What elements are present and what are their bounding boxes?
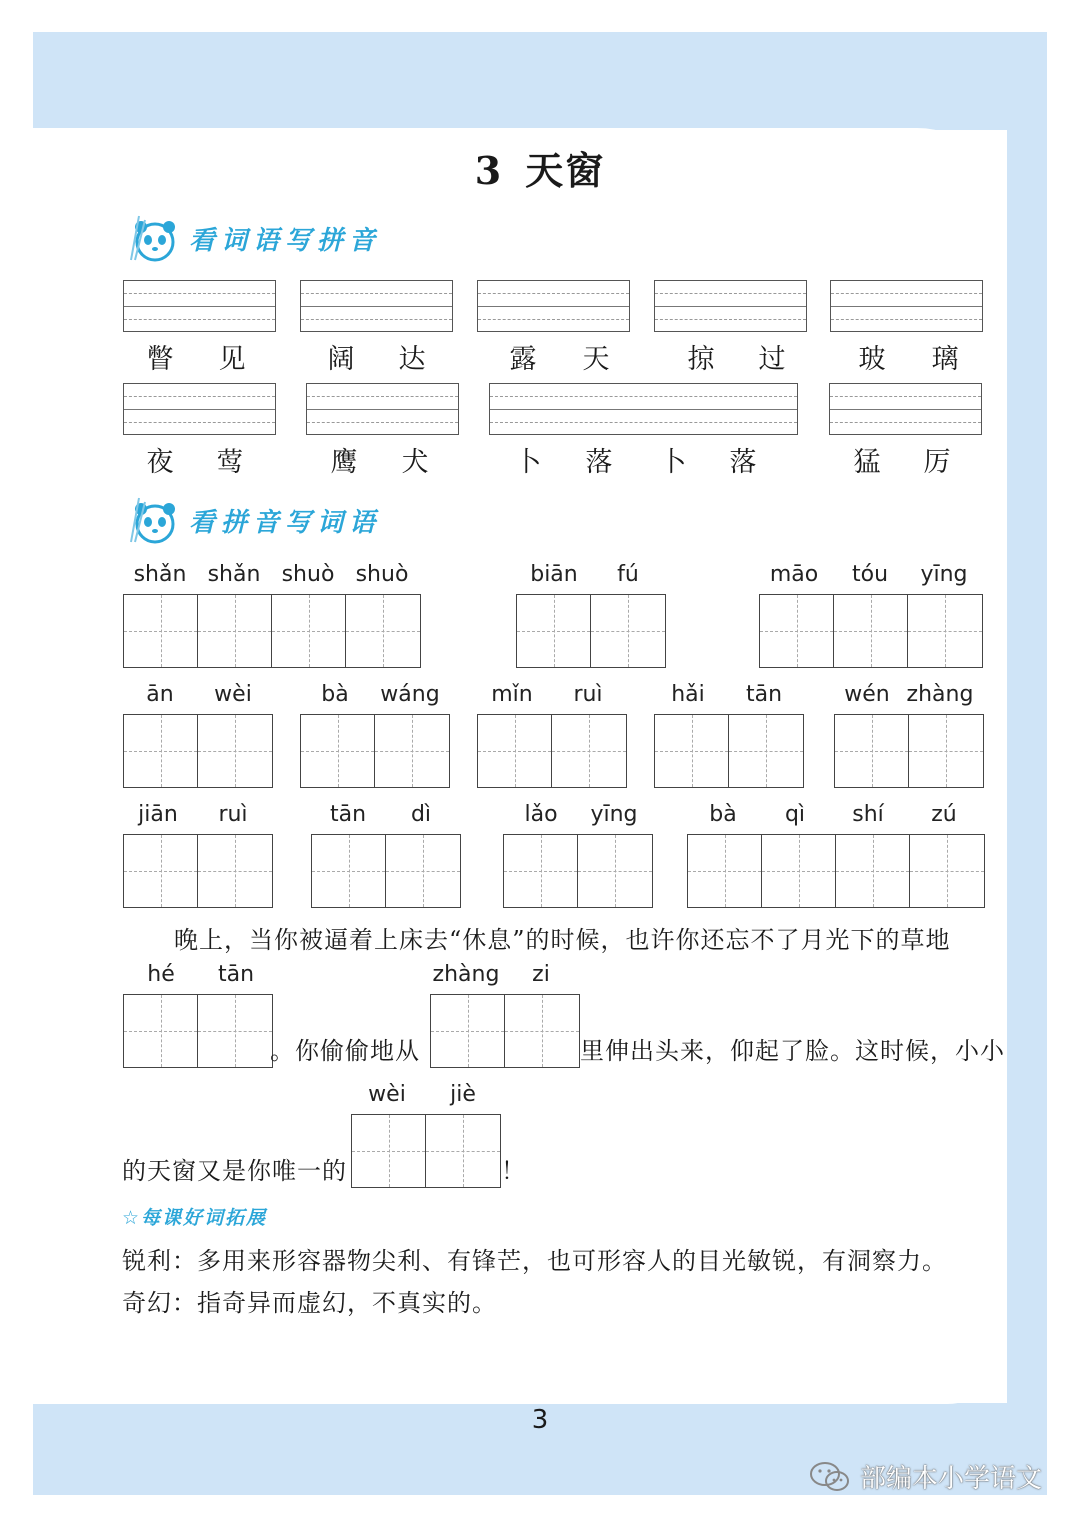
tianzige-grid[interactable]	[477, 714, 627, 788]
tips-heading	[122, 1203, 267, 1230]
pinyin-label: bà	[709, 802, 737, 827]
pinyin-label: ān	[146, 682, 174, 707]
pinyin-label: māo	[769, 562, 819, 587]
tianzige-grid[interactable]	[123, 834, 273, 908]
pinyin-label: qì	[784, 802, 806, 827]
watermark	[808, 1458, 1042, 1495]
panda-icon	[125, 212, 185, 264]
tianzige-grid[interactable]	[654, 714, 804, 788]
pinyin-write-line[interactable]	[477, 280, 630, 332]
vocab-char: 卜	[514, 447, 542, 478]
pinyin-label: tān	[217, 962, 255, 987]
tianzige-grid[interactable]	[123, 594, 421, 668]
tianzige-grid[interactable]	[687, 834, 985, 908]
section-header-1	[125, 212, 381, 264]
pinyin-label: bà	[321, 682, 349, 707]
tianzige-grid[interactable]	[311, 834, 461, 908]
tianzige-grid[interactable]	[123, 714, 273, 788]
pinyin-label: wèi	[214, 682, 252, 707]
watermark-text: 部编本小学语文	[860, 1464, 1043, 1494]
pinyin-label: wén	[844, 682, 890, 707]
page-number: 3	[531, 1405, 549, 1435]
pinyin-label: shuò	[281, 562, 335, 587]
tianzige-grid[interactable]	[834, 714, 984, 788]
passage-line-1: 晚上，当你被逼着上床去“休息”的时候，也许你还忘不了月光下的草地	[174, 926, 951, 954]
pinyin-label: wèi	[368, 1082, 406, 1107]
top-band	[33, 32, 1047, 130]
pinyin-label: yīng	[920, 562, 968, 587]
vocab-char: 过	[758, 344, 786, 375]
tianzige-grid[interactable]	[516, 594, 666, 668]
pinyin-write-line[interactable]	[830, 280, 983, 332]
lesson-number: 3	[474, 148, 504, 193]
vocab-char: 瞥	[146, 344, 174, 375]
tip-line: 锐利：多用来形容器物尖利、有锋芒，也可形容人的目光敏锐，有洞察力。	[122, 1247, 947, 1275]
star-icon: ☆	[122, 1207, 142, 1229]
tianzige-grid[interactable]	[759, 594, 983, 668]
section-header-2	[125, 494, 381, 546]
vocab-char: 卜	[659, 447, 687, 478]
vocab-char: 达	[398, 344, 426, 375]
vocab-char: 厉	[923, 447, 951, 478]
pinyin-label: shuò	[355, 562, 409, 587]
pinyin-label: jiè	[450, 1082, 476, 1107]
vocab-char: 见	[218, 344, 246, 375]
tip-line: 奇幻：指奇异而虚幻，不真实的。	[122, 1289, 497, 1317]
vocab-char: 璃	[931, 344, 959, 375]
section-label-2: 看拼音写词语	[189, 507, 382, 538]
tianzige-grid[interactable]	[300, 714, 450, 788]
pinyin-label: shǎn	[207, 562, 261, 587]
vocab-char: 露	[509, 344, 537, 375]
wechat-icon	[808, 1460, 852, 1494]
page-title	[0, 140, 1080, 195]
pinyin-label: dì	[410, 802, 432, 827]
vocab-char: 夜	[146, 447, 174, 478]
passage-text: 里伸出头来，仰起了脸。这时候，小小	[580, 1037, 1005, 1065]
vocab-char: 阔	[327, 344, 355, 375]
pinyin-label: tóu	[851, 562, 889, 587]
pinyin-label: hǎi	[671, 682, 705, 707]
pinyin-label: ruì	[573, 682, 603, 707]
tianzige-grid[interactable]	[503, 834, 653, 908]
pinyin-label: lǎo	[524, 802, 558, 827]
vocab-char: 莺	[216, 447, 244, 478]
pinyin-label: zhàng	[906, 682, 974, 707]
pinyin-label: shǎn	[133, 562, 187, 587]
pinyin-write-line[interactable]	[123, 280, 276, 332]
pinyin-label: ruì	[218, 802, 248, 827]
vocab-char: 玻	[858, 344, 886, 375]
passage-text: ！	[501, 1157, 526, 1185]
pinyin-write-line[interactable]	[654, 280, 807, 332]
vocab-char: 猛	[853, 447, 881, 478]
pinyin-write-line[interactable]	[306, 383, 459, 435]
pinyin-label: hé	[147, 962, 175, 987]
pinyin-label: jiān	[138, 802, 178, 827]
vocab-char: 落	[729, 447, 757, 478]
tianzige-grid[interactable]	[430, 994, 580, 1068]
pinyin-label: zú	[931, 802, 957, 827]
pinyin-label: wáng	[380, 682, 440, 707]
right-band	[1007, 32, 1047, 1432]
pinyin-write-line[interactable]	[829, 383, 982, 435]
pinyin-label: tān	[329, 802, 367, 827]
pinyin-label: shí	[852, 802, 884, 827]
passage-text: 。你偷偷地从	[270, 1037, 420, 1065]
vocab-char: 犬	[401, 447, 429, 478]
vocab-char: 落	[585, 447, 613, 478]
pinyin-write-line[interactable]	[489, 383, 798, 435]
tips-heading-label: 每课好词拓展	[141, 1207, 268, 1229]
pinyin-label: tān	[745, 682, 783, 707]
section-label-1: 看词语写拼音	[189, 225, 382, 256]
pinyin-label: zi	[532, 962, 550, 987]
passage-text: 的天窗又是你唯一的	[122, 1157, 347, 1185]
vocab-char: 鹰	[330, 447, 358, 478]
lesson-title: 天窗	[525, 148, 606, 193]
tianzige-grid[interactable]	[123, 994, 273, 1068]
pinyin-write-line[interactable]	[123, 383, 276, 435]
pinyin-label: mǐn	[491, 682, 533, 707]
panda-icon	[125, 494, 185, 546]
vocab-char: 掠	[687, 344, 715, 375]
pinyin-label: yīng	[590, 802, 638, 827]
pinyin-label: biān	[530, 562, 578, 587]
pinyin-label: fú	[617, 562, 639, 587]
pinyin-write-line[interactable]	[300, 280, 453, 332]
vocab-char: 天	[582, 344, 610, 375]
tianzige-grid[interactable]	[351, 1114, 501, 1188]
pinyin-label: zhàng	[432, 962, 500, 987]
